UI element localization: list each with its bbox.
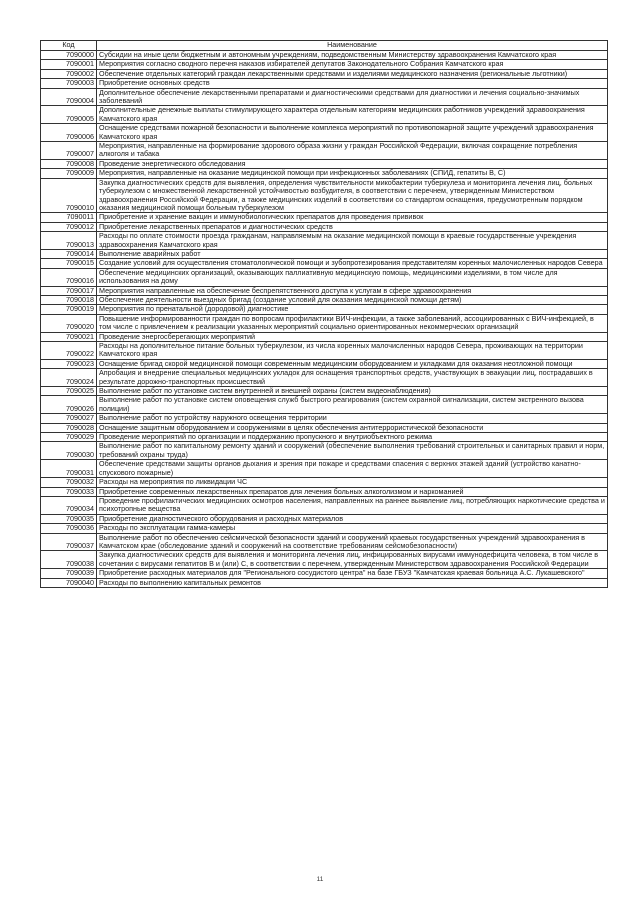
row-code: 7090018 bbox=[41, 295, 97, 304]
row-code: 7090017 bbox=[41, 286, 97, 295]
table-row bbox=[41, 169, 608, 178]
row-code: 7090013 bbox=[41, 232, 97, 250]
row-name: Мероприятия, направленные на оказание медицинской помощи при инфекционных заболеваниях (СПИД, гепатиты В, С) bbox=[97, 169, 608, 178]
table-row bbox=[41, 142, 608, 160]
row-name: Мероприятия направленные на обеспечение беспрепятственного доступа к услугам в сфере здравоохранения bbox=[97, 286, 608, 295]
row-code: 7090001 bbox=[41, 60, 97, 69]
table-row bbox=[41, 414, 608, 423]
row-code: 7090038 bbox=[41, 551, 97, 569]
table-row bbox=[41, 551, 608, 569]
row-code: 7090029 bbox=[41, 433, 97, 442]
row-name: Расходы на дополнительное питание больных туберкулезом, из числа коренных малочисленных народов Севера, проживающих на территории Камчатского края bbox=[97, 342, 608, 360]
row-name: Обеспечение отдельных категорий граждан лекарственными средствами и изделиями медицинского назначения (региональные льготники) bbox=[97, 69, 608, 78]
row-name: Проведение энергосберегающих мероприятий bbox=[97, 332, 608, 341]
row-code: 7090030 bbox=[41, 442, 97, 460]
budget-codes-table bbox=[40, 40, 608, 588]
table-row bbox=[41, 496, 608, 514]
row-code: 7090000 bbox=[41, 51, 97, 60]
row-name: Приобретение современных лекарственных препаратов для лечения больных алкоголизмом и наркоманией bbox=[97, 487, 608, 496]
page-number: 11 bbox=[316, 876, 324, 883]
row-code: 7090007 bbox=[41, 142, 97, 160]
row-code: 7090028 bbox=[41, 423, 97, 432]
row-name: Проведение профилактических медицинских осмотров населения, направленных на раннее выявление лиц, потребляющих наркотические средства и психотропные вещества bbox=[97, 496, 608, 514]
row-code: 7090022 bbox=[41, 342, 97, 360]
row-name: Оснащение бригад скорой медицинской помощи современным медицинским оборудованием и укладками для оказания неотложной помощи bbox=[97, 359, 608, 368]
row-code: 7090008 bbox=[41, 159, 97, 168]
row-name: Приобретение расходных материалов для "Регионального сосудистого центра" на базе ГБУЗ "Камчатская краевая больница А.С. Лукашевского" bbox=[97, 569, 608, 578]
row-name: Расходы на мероприятия по ликвидации ЧС bbox=[97, 478, 608, 487]
row-name: Субсидии на иные цели бюджетным и автономным учреждениям, подведомственным Министерству здравоохранения Камчатского края bbox=[97, 51, 608, 60]
row-code: 7090021 bbox=[41, 332, 97, 341]
row-code: 7090009 bbox=[41, 169, 97, 178]
table-row bbox=[41, 213, 608, 222]
row-name: Приобретение основных средств bbox=[97, 79, 608, 88]
table-row bbox=[41, 60, 608, 69]
table-row bbox=[41, 268, 608, 286]
row-name: Расходы по эксплуатации гамма-камеры bbox=[97, 524, 608, 533]
row-name: Приобретение лекарственных препаратов и диагностических средств bbox=[97, 222, 608, 231]
row-code: 7090004 bbox=[41, 88, 97, 106]
row-name: Выполнение работ по устройству наружного освещения территории bbox=[97, 414, 608, 423]
table-row bbox=[41, 232, 608, 250]
table-row bbox=[41, 124, 608, 142]
row-name: Мероприятия, направленные на формирование здорового образа жизни у граждан Российской Федерации, включая сокращение потребления алкоголя и табака bbox=[97, 142, 608, 160]
table-row bbox=[41, 178, 608, 213]
row-code: 7090014 bbox=[41, 249, 97, 258]
table-row bbox=[41, 578, 608, 587]
table-row bbox=[41, 369, 608, 387]
row-code: 7090005 bbox=[41, 106, 97, 124]
row-code: 7090012 bbox=[41, 222, 97, 231]
row-code: 7090027 bbox=[41, 414, 97, 423]
row-name: Приобретение и хранение вакцин и иммунобиологических препаратов для проведения прививок bbox=[97, 213, 608, 222]
row-name: Выполнение работ по капитальному ремонту зданий и сооружений (обеспечение выполнения требований строительных и санитарных правил и норм, требований охраны труда) bbox=[97, 442, 608, 460]
row-code: 7090036 bbox=[41, 524, 97, 533]
row-code: 7090002 bbox=[41, 69, 97, 78]
row-code: 7090016 bbox=[41, 268, 97, 286]
row-name: Проведение мероприятий по организации и поддержанию пропускного и внутриобъектного режима bbox=[97, 433, 608, 442]
row-code: 7090031 bbox=[41, 460, 97, 478]
row-name: Расходы по оплате стоимости проезда гражданам, направляемым на оказание медицинской помощи в краевые государственные учреждения здравоохранения Камчатского края bbox=[97, 232, 608, 250]
row-name: Дополнительное обеспечение лекарственными препаратами и диагностическими средствами для диагностики и лечения социально-значимых заболеваний bbox=[97, 88, 608, 106]
row-name: Выполнение аварийных работ bbox=[97, 249, 608, 258]
row-code: 7090003 bbox=[41, 79, 97, 88]
row-name: Обеспечение медицинских организаций, оказывающих паллиативную медицинскую помощь, медицинскими изделиями, в том числе для использования на дому bbox=[97, 268, 608, 286]
table-row bbox=[41, 524, 608, 533]
row-name: Мероприятия согласно сводного перечня наказов избирателей депутатов Законодательного Собрания Камчатского края bbox=[97, 60, 608, 69]
row-name: Оснащение защитным оборудованием и сооружениями в целях обеспечения антитеррористической безопасности bbox=[97, 423, 608, 432]
table-row bbox=[41, 569, 608, 578]
table-header-row bbox=[41, 41, 608, 51]
header-code: Код bbox=[41, 41, 97, 51]
row-name: Выполнение работ по обеспечению сейсмической безопасности зданий и сооружений краевых государственных учреждений здравоохранения в Камчатском крае (обследование зданий и сооружений на соответствие требованиям сейсмобезопасности) bbox=[97, 533, 608, 551]
row-name: Приобретение диагностического оборудования и расходных материалов bbox=[97, 514, 608, 523]
row-name: Обеспечение средствами защиты органов дыхания и зрения при пожаре и средствами спасения с верхних этажей зданий (устройство канатно-спускового пожарные) bbox=[97, 460, 608, 478]
row-name: Мероприятия по пренатальной (дородовой) диагностике bbox=[97, 305, 608, 314]
table-row bbox=[41, 533, 608, 551]
table-row bbox=[41, 478, 608, 487]
row-code: 7090020 bbox=[41, 314, 97, 332]
row-code: 7090011 bbox=[41, 213, 97, 222]
row-name: Выполнение работ по установке систем оповещения служб быстрого реагирования (систем охранной сигнализации, систем экстренного вызова полиции) bbox=[97, 396, 608, 414]
table-row bbox=[41, 106, 608, 124]
table-row bbox=[41, 396, 608, 414]
table-row bbox=[41, 442, 608, 460]
row-name: Закупка диагностических средств для выявления, определения чувствительности микобактерии туберкулеза и мониторинга лечения лиц, больных туберкулезом с множественной лекарственной устойчивостью возбудителя, в соответствии с перечнем, утвержденным Министерством здравоохранения Российской Федерации, а также медицинских изделий в соответствии со стандартом оснащения, предусмотренным порядком оказания медицинской помощи больным туберкулезом bbox=[97, 178, 608, 213]
row-code: 7090024 bbox=[41, 369, 97, 387]
row-name: Закупка диагностических средств для выявления и мониторинга лечения лиц, инфицированных вирусами иммунодефицита человека, в том числе в сочетании с вирусами гепатитов В и (или) С, в соответствии с перечнем, утвержденным Министерством здравоохранения Российской Федерации bbox=[97, 551, 608, 569]
header-name: Наименование bbox=[97, 41, 608, 51]
row-name: Оснащение средствами пожарной безопасности и выполнение комплекса мероприятий по противопожарной защите учреждений здравоохранения Камчатского края bbox=[97, 124, 608, 142]
row-code: 7090026 bbox=[41, 396, 97, 414]
row-code: 7090037 bbox=[41, 533, 97, 551]
table-row bbox=[41, 259, 608, 268]
table-body bbox=[41, 51, 608, 588]
row-name: Дополнительные денежные выплаты стимулирующего характера отдельным категориям медицинских работников учреждений здравоохранения Камчатского края bbox=[97, 106, 608, 124]
row-name: Проведение энергетического обследования bbox=[97, 159, 608, 168]
row-name: Повышение информированности граждан по вопросам профилактики ВИЧ-инфекции, а также заболеваний, ассоциированных с ВИЧ-инфекцией, в том числе с привлечением к реализации указанных мероприятий социально ориентированных некоммерческих организаций bbox=[97, 314, 608, 332]
row-name: Обеспечение деятельности выездных бригад (создание условий для оказания медицинской помощи детям) bbox=[97, 295, 608, 304]
row-code: 7090039 bbox=[41, 569, 97, 578]
table-row bbox=[41, 460, 608, 478]
row-code: 7090025 bbox=[41, 387, 97, 396]
row-code: 7090034 bbox=[41, 496, 97, 514]
table-row bbox=[41, 342, 608, 360]
row-code: 7090035 bbox=[41, 514, 97, 523]
row-code: 7090010 bbox=[41, 178, 97, 213]
row-name: Выполнение работ по установке систем внутренней и внешней охраны (систем видеонаблюдения) bbox=[97, 387, 608, 396]
table-row bbox=[41, 88, 608, 106]
table-row bbox=[41, 314, 608, 332]
row-code: 7090023 bbox=[41, 359, 97, 368]
table-row bbox=[41, 305, 608, 314]
row-code: 7090032 bbox=[41, 478, 97, 487]
table-row bbox=[41, 79, 608, 88]
row-name: Расходы по выполнению капитальных ремонтов bbox=[97, 578, 608, 587]
table-row bbox=[41, 487, 608, 496]
row-code: 7090019 bbox=[41, 305, 97, 314]
row-code: 7090033 bbox=[41, 487, 97, 496]
row-name: Апробация и внедрение специальных медицинских укладок для оснащения транспортных средств, участвующих в эвакуации лиц, пострадавших в результате дорожно-транспортных происшествий bbox=[97, 369, 608, 387]
row-code: 7090040 bbox=[41, 578, 97, 587]
row-code: 7090015 bbox=[41, 259, 97, 268]
row-code: 7090006 bbox=[41, 124, 97, 142]
row-name: Создание условий для осуществления стоматологической помощи и зубопротезирования представителям коренных малочисленных народов Севера bbox=[97, 259, 608, 268]
